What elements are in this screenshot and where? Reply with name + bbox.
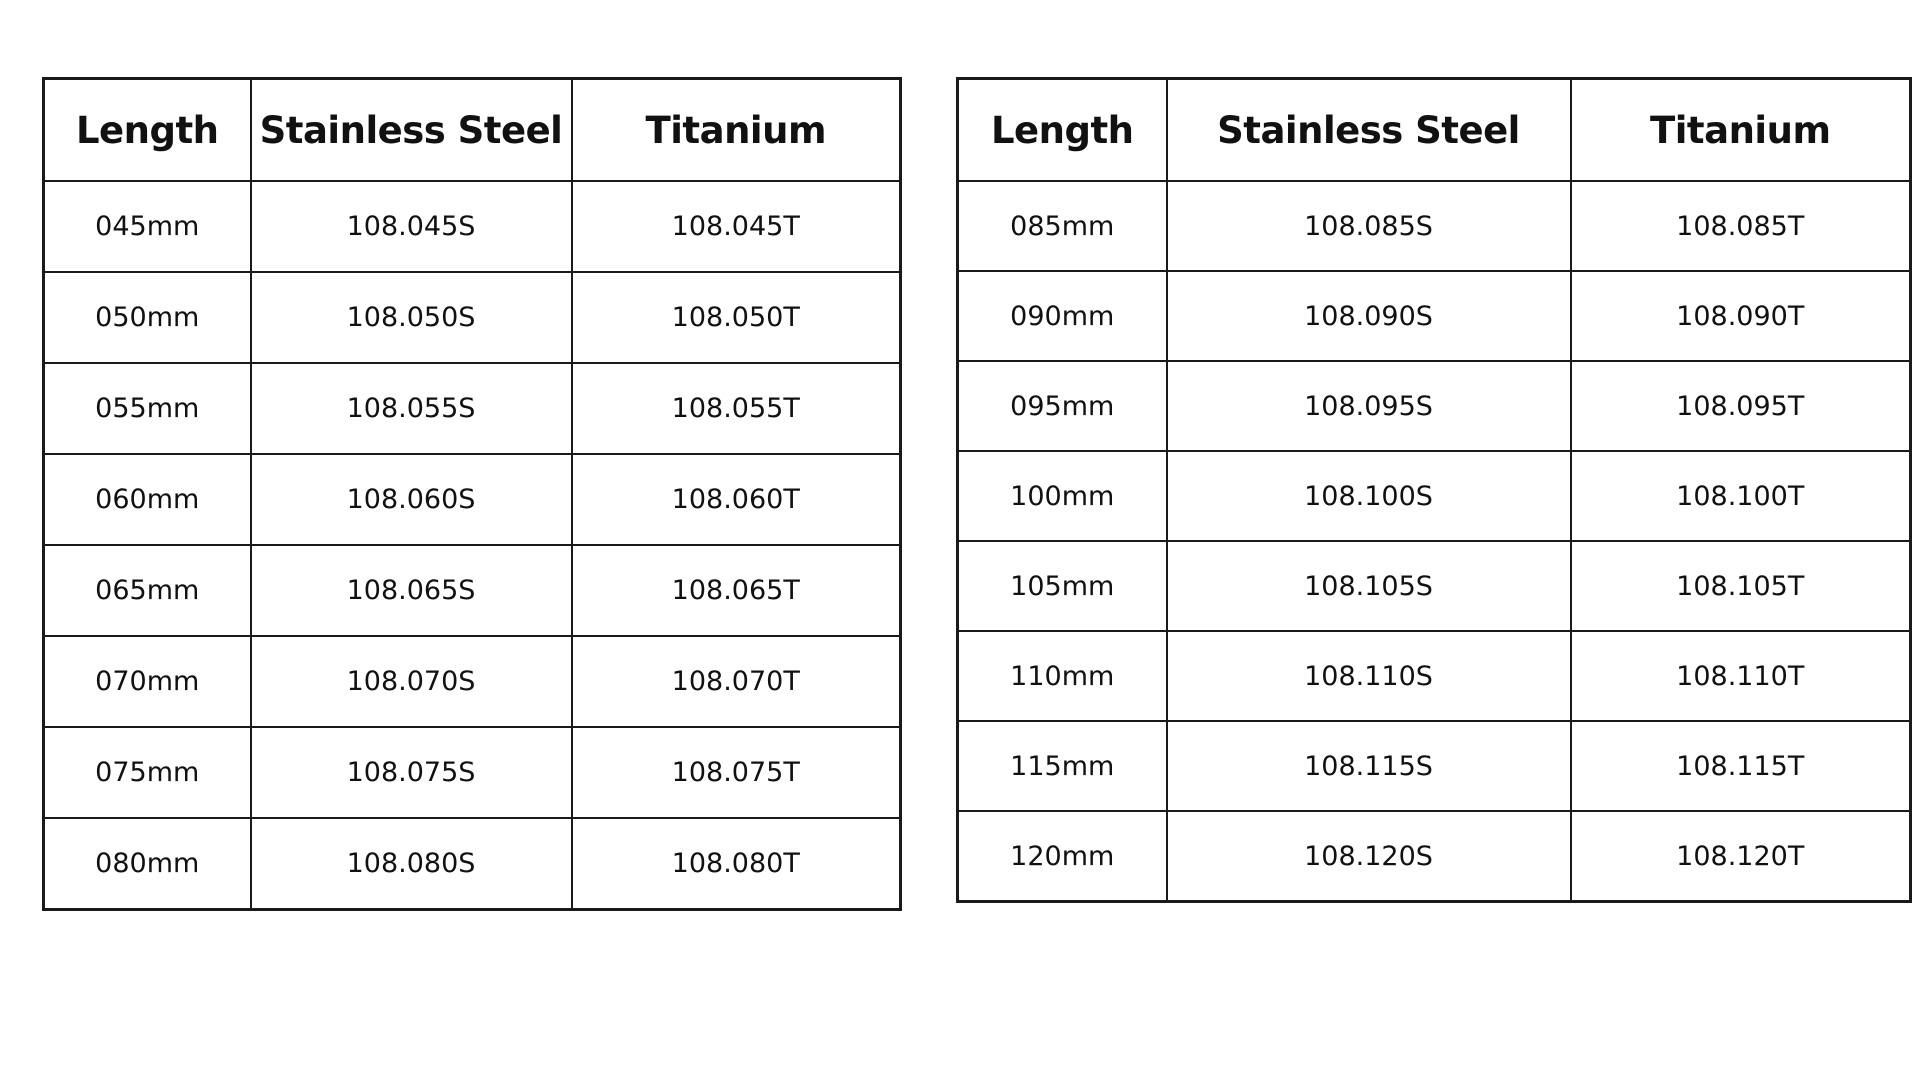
stainless-steel-code-cell: 108.085S xyxy=(1167,181,1571,271)
table-row xyxy=(44,818,901,910)
table-row xyxy=(958,451,1911,541)
titanium-code-cell: 108.060T xyxy=(572,454,901,545)
table-row xyxy=(44,727,901,818)
stainless-steel-code-cell: 108.105S xyxy=(1167,541,1571,631)
stainless-steel-code-cell: 108.070S xyxy=(251,636,572,727)
stainless-steel-code-cell: 108.110S xyxy=(1167,631,1571,721)
size-table xyxy=(42,77,902,911)
stainless-steel-code-cell: 108.075S xyxy=(251,727,572,818)
table-row xyxy=(44,545,901,636)
size-table xyxy=(956,77,1912,903)
stainless-steel-header: Stainless Steel xyxy=(251,79,572,182)
length-cell: 080mm xyxy=(44,818,251,910)
table-row xyxy=(44,454,901,545)
stainless-steel-code-cell: 108.095S xyxy=(1167,361,1571,451)
length-cell: 065mm xyxy=(44,545,251,636)
length-cell: 055mm xyxy=(44,363,251,454)
length-cell: 100mm xyxy=(958,451,1167,541)
size-table-right xyxy=(956,77,1912,903)
stainless-steel-code-cell: 108.115S xyxy=(1167,721,1571,811)
length-header: Length xyxy=(958,79,1167,182)
length-cell: 115mm xyxy=(958,721,1167,811)
titanium-header: Titanium xyxy=(572,79,901,182)
length-header: Length xyxy=(44,79,251,182)
length-cell: 085mm xyxy=(958,181,1167,271)
table-row xyxy=(958,631,1911,721)
size-table-left xyxy=(42,77,902,911)
titanium-code-cell: 108.110T xyxy=(1571,631,1911,721)
titanium-code-cell: 108.095T xyxy=(1571,361,1911,451)
table-row xyxy=(958,811,1911,902)
table-row xyxy=(44,272,901,363)
titanium-code-cell: 108.090T xyxy=(1571,271,1911,361)
titanium-code-cell: 108.120T xyxy=(1571,811,1911,902)
length-cell: 070mm xyxy=(44,636,251,727)
titanium-header: Titanium xyxy=(1571,79,1911,182)
table-row xyxy=(44,181,901,272)
stainless-steel-code-cell: 108.050S xyxy=(251,272,572,363)
length-cell: 045mm xyxy=(44,181,251,272)
length-cell: 105mm xyxy=(958,541,1167,631)
table-row xyxy=(958,721,1911,811)
table-row xyxy=(44,636,901,727)
stainless-steel-code-cell: 108.090S xyxy=(1167,271,1571,361)
table-row xyxy=(958,181,1911,271)
length-cell: 090mm xyxy=(958,271,1167,361)
stainless-steel-code-cell: 108.055S xyxy=(251,363,572,454)
titanium-code-cell: 108.050T xyxy=(572,272,901,363)
stainless-steel-code-cell: 108.060S xyxy=(251,454,572,545)
stainless-steel-header: Stainless Steel xyxy=(1167,79,1571,182)
stainless-steel-code-cell: 108.065S xyxy=(251,545,572,636)
stainless-steel-code-cell: 108.045S xyxy=(251,181,572,272)
length-cell: 095mm xyxy=(958,361,1167,451)
length-cell: 075mm xyxy=(44,727,251,818)
header-row xyxy=(958,79,1911,182)
length-cell: 050mm xyxy=(44,272,251,363)
titanium-code-cell: 108.085T xyxy=(1571,181,1911,271)
header-row xyxy=(44,79,901,182)
stainless-steel-code-cell: 108.100S xyxy=(1167,451,1571,541)
table-row xyxy=(44,363,901,454)
table-row xyxy=(958,361,1911,451)
titanium-code-cell: 108.070T xyxy=(572,636,901,727)
titanium-code-cell: 108.065T xyxy=(572,545,901,636)
stainless-steel-code-cell: 108.080S xyxy=(251,818,572,910)
length-cell: 110mm xyxy=(958,631,1167,721)
titanium-code-cell: 108.105T xyxy=(1571,541,1911,631)
table-row xyxy=(958,271,1911,361)
titanium-code-cell: 108.055T xyxy=(572,363,901,454)
titanium-code-cell: 108.075T xyxy=(572,727,901,818)
table-row xyxy=(958,541,1911,631)
titanium-code-cell: 108.045T xyxy=(572,181,901,272)
length-cell: 060mm xyxy=(44,454,251,545)
titanium-code-cell: 108.080T xyxy=(572,818,901,910)
titanium-code-cell: 108.115T xyxy=(1571,721,1911,811)
length-cell: 120mm xyxy=(958,811,1167,902)
titanium-code-cell: 108.100T xyxy=(1571,451,1911,541)
stainless-steel-code-cell: 108.120S xyxy=(1167,811,1571,902)
